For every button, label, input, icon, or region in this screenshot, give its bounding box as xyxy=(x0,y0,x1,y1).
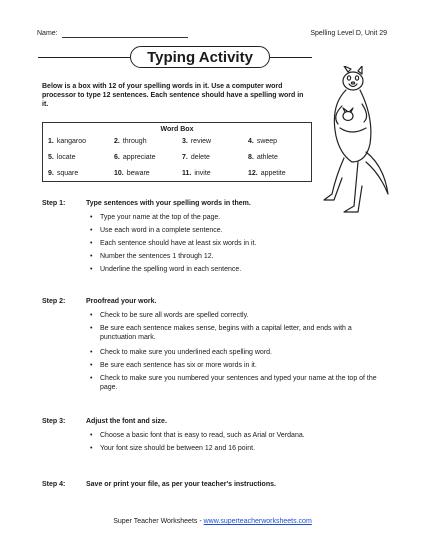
kangaroo-illustration xyxy=(318,66,392,216)
word-text: square xyxy=(56,170,79,177)
word-box-item xyxy=(48,170,78,177)
step-title: Type sentences with your spelling words in them. xyxy=(86,200,251,207)
word-number: 10. xyxy=(114,170,124,177)
word-number: 4. xyxy=(248,138,254,145)
word-number: 9. xyxy=(48,170,54,177)
word-number: 5. xyxy=(48,154,54,161)
step-bullet: • Your font size should be between 12 and 16 point. xyxy=(100,444,388,453)
step-bullet: • Check to make sure you numbered your sentences and typed your name at the top of the page. xyxy=(100,374,388,392)
word-box-item xyxy=(48,154,76,161)
word-number: 8. xyxy=(248,154,254,161)
word-box-item xyxy=(182,138,211,145)
intro-text: Below is a box with 12 of your spelling words in it. Use a computer word processor to type 12 sentences. Each sentence should have a spelling word in it. xyxy=(42,83,304,108)
step-bullet: • Check to be sure all words are spelled correctly. xyxy=(100,311,388,320)
footer-link[interactable]: www.superteacherworksheets.com xyxy=(203,518,312,525)
word-text: delete xyxy=(190,154,210,161)
word-box-item xyxy=(48,138,86,145)
step-title: Adjust the font and size. xyxy=(86,418,167,425)
step-bullet: • Be sure each sentence makes sense, begins with a capital letter, and ends with a punctuation mark. xyxy=(100,324,388,342)
word-box-item xyxy=(182,170,211,177)
word-number: 2. xyxy=(114,138,120,145)
word-text: kangaroo xyxy=(56,138,87,145)
step-label: Step 2: xyxy=(42,298,66,305)
step-bullet: • Be sure each sentence has six or more words in it. xyxy=(100,361,388,370)
step-bullet: • Underline the spelling word in each sentence. xyxy=(100,265,388,274)
step-title: Save or print your file, as per your teacher's instructions. xyxy=(86,481,276,488)
word-number: 7. xyxy=(182,154,188,161)
footer xyxy=(0,518,425,525)
word-number: 12. xyxy=(248,170,258,177)
word-text: sweep xyxy=(256,138,278,145)
step-label: Step 1: xyxy=(42,200,66,207)
word-text: athlete xyxy=(256,154,278,161)
word-text: appreciate xyxy=(122,154,156,161)
step-label: Step 3: xyxy=(42,418,66,425)
word-text: locate xyxy=(56,154,76,161)
step-title: Proofread your work. xyxy=(86,298,157,305)
word-box-item xyxy=(114,170,150,177)
word-number: 1. xyxy=(48,138,54,145)
title-rule-right xyxy=(270,57,312,58)
word-number: 11. xyxy=(182,170,192,177)
word-number: 6. xyxy=(114,154,120,161)
step-bullet: • Number the sentences 1 through 12. xyxy=(100,252,388,261)
step-label: Step 4: xyxy=(42,481,66,488)
step-bullet: • Type your name at the top of the page. xyxy=(100,213,388,222)
word-box-item xyxy=(114,138,147,145)
footer-text: Super Teacher Worksheets - xyxy=(113,518,204,525)
name-label: Name: xyxy=(37,30,58,37)
word-text: through xyxy=(122,138,147,145)
step-bullet: • Choose a basic font that is easy to read, such as Arial or Verdana. xyxy=(100,431,388,440)
word-text: beware xyxy=(126,170,150,177)
word-box-item xyxy=(182,154,210,161)
level-label: Spelling Level D, Unit 29 xyxy=(310,30,387,37)
word-text: invite xyxy=(194,170,211,177)
name-line xyxy=(62,37,188,38)
word-number: 3. xyxy=(182,138,188,145)
step-bullet: • Check to make sure you underlined each spelling word. xyxy=(100,348,388,357)
word-box-item xyxy=(248,170,286,177)
word-box-item xyxy=(114,154,156,161)
word-text: review xyxy=(190,138,212,145)
step-bullet: • Each sentence should have at least six words in it. xyxy=(100,239,388,248)
step-bullet: • Use each word in a complete sentence. xyxy=(100,226,388,235)
word-text: appetite xyxy=(260,170,286,177)
page-title: Typing Activity xyxy=(147,49,253,66)
title-rule-left xyxy=(38,57,130,58)
word-box-item xyxy=(248,138,277,145)
word-box-item xyxy=(248,154,278,161)
word-box-title: Word Box xyxy=(160,126,194,133)
